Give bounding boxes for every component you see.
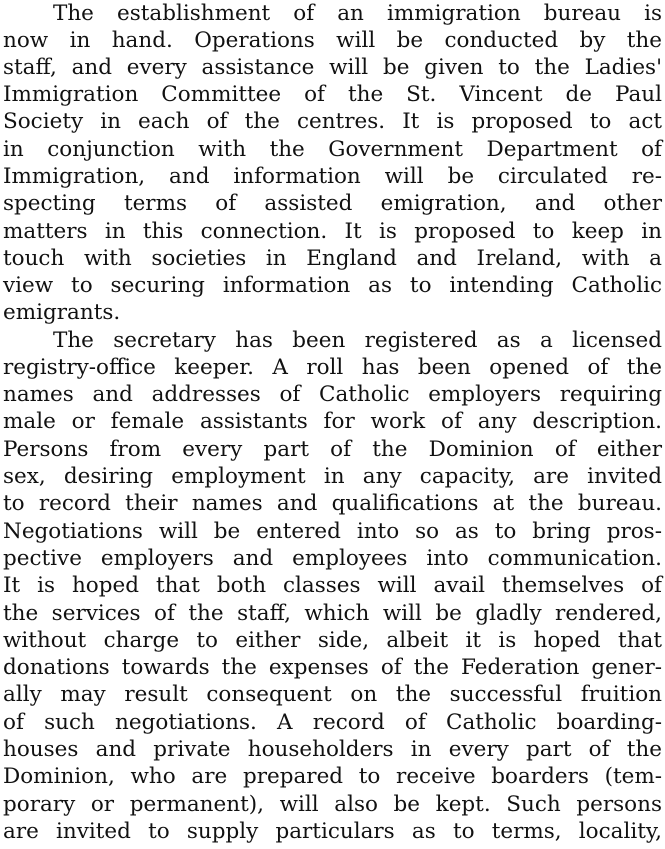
text-line: staff, and every assistance will be given to the Ladies' (3, 55, 662, 80)
text-line: It is hoped that both classes will avail themselves of (3, 573, 662, 598)
text-line: the services of the staff, which will be gladly rendered, (3, 601, 662, 626)
text-line: touch with societies in England and Ireland, with a (3, 246, 662, 271)
text-line: Persons from every part of the Dominion of either (3, 437, 662, 462)
text-line: porary or permanent), will also be kept. Such persons (3, 792, 662, 817)
text-line: ally may result consequent on the successful fruition (3, 682, 662, 707)
text-line: Society in each of the centres. It is proposed to act (3, 109, 662, 134)
text-line: registry-office keeper. A roll has been opened of the (3, 355, 662, 380)
text-line: without charge to either side, albeit it is hoped that (3, 628, 662, 653)
text-line: pective employers and employees into communication. (3, 546, 662, 571)
text-line: Negotiations will be entered into so as to bring pros- (3, 519, 662, 544)
text-line: matters in this connection. It is proposed to keep in (3, 219, 662, 244)
text-line: specting terms of assisted emigration, and other (3, 191, 662, 216)
text-line: to record their names and qualifications at the bureau. (3, 491, 662, 516)
text-line: Dominion, who are prepared to receive boarders (tem- (3, 764, 662, 789)
text-line: houses and private householders in every part of the (3, 737, 662, 762)
text-line: donations towards the expenses of the Federation gener- (3, 655, 662, 680)
text-line: in conjunction with the Government Department of (3, 137, 662, 162)
text-line: male or female assistants for work of any description. (3, 409, 662, 434)
text-line: now in hand. Operations will be conducted by the (3, 28, 662, 53)
text-line: Immigration Committee of the St. Vincent de Paul (3, 82, 662, 107)
text-line: are invited to supply particulars as to terms, locality, (3, 819, 662, 844)
text-line: view to securing information as to intending Catholic (3, 273, 662, 298)
text-line: names and addresses of Catholic employers requiring (3, 382, 662, 407)
text-line: The establishment of an immigration bureau is (53, 1, 662, 26)
text-line: Immigration, and information will be circulated re- (3, 164, 662, 189)
text-line: The secretary has been registered as a licensed (53, 328, 662, 353)
text-line: emigrants. (3, 300, 121, 325)
text-line: of such negotiations. A record of Catholic boarding- (3, 710, 662, 735)
text-line: sex, desiring employment in any capacity, are invited (3, 464, 662, 489)
